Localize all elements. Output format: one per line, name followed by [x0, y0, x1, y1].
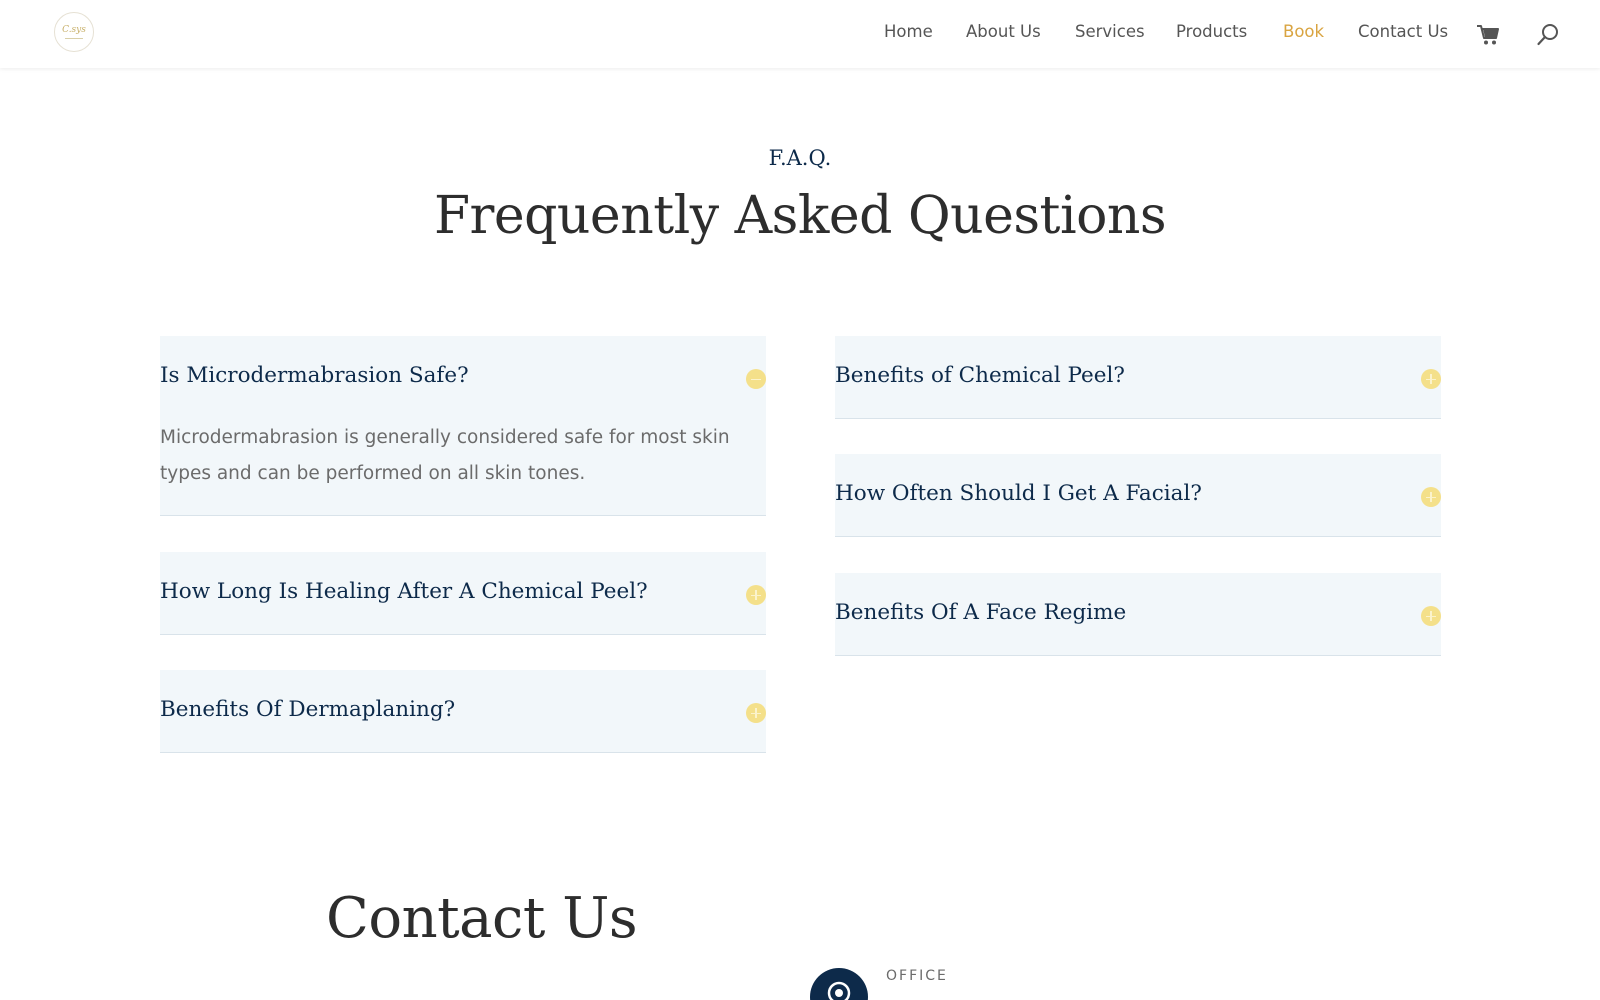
- faq-item-microdermabrasion: [160, 336, 766, 516]
- faq-item-dermaplaning: [160, 670, 766, 753]
- location-pin-icon: [810, 968, 868, 1000]
- plus-circle-icon[interactable]: [746, 703, 766, 723]
- plus-circle-icon[interactable]: [1421, 369, 1441, 389]
- nav-about-us[interactable]: About Us: [966, 22, 1041, 41]
- plus-circle-icon[interactable]: [746, 585, 766, 605]
- minus-circle-icon[interactable]: [746, 369, 766, 389]
- faq-toggle-header[interactable]: [160, 552, 766, 636]
- faq-toggle-header[interactable]: [835, 454, 1441, 538]
- faq-toggle-header[interactable]: [835, 336, 1441, 420]
- plus-circle-icon[interactable]: [1421, 487, 1441, 507]
- faq-answer: Microdermabrasion is generally considered safe for most skin types and can be performed on all skin tones.: [160, 427, 730, 484]
- office-label: OFFICE: [886, 968, 948, 984]
- faq-question: Is Microdermabrasion Safe?: [160, 363, 469, 388]
- faq-eyebrow: F.A.Q.: [768, 146, 832, 170]
- faq-title: Frequently Asked Questions: [433, 186, 1167, 246]
- nav-products[interactable]: Products: [1176, 22, 1248, 41]
- nav-home[interactable]: Home: [884, 22, 933, 41]
- faq-item-chemical-peel-benefits: [835, 336, 1441, 419]
- nav-contact-us[interactable]: Contact Us: [1358, 22, 1449, 41]
- faq-question: Benefits of Chemical Peel?: [835, 363, 1125, 388]
- logo-text: C.sys: [62, 24, 86, 35]
- faq-toggle-header[interactable]: [160, 336, 766, 420]
- faq-item-face-regime: [835, 573, 1441, 656]
- nav-book[interactable]: Book: [1283, 22, 1325, 41]
- faq-item-facial-frequency: [835, 454, 1441, 537]
- faq-toggle-header[interactable]: [835, 573, 1441, 657]
- cart-icon[interactable]: [1476, 24, 1500, 46]
- faq-question: How Long Is Healing After A Chemical Peel?: [160, 579, 648, 604]
- site-header: [0, 0, 1600, 68]
- faq-item-chemical-peel-healing: [160, 552, 766, 635]
- faq-question: Benefits Of A Face Regime: [835, 600, 1127, 625]
- faq-toggle-header[interactable]: [160, 670, 766, 754]
- nav-services[interactable]: Services: [1075, 22, 1145, 41]
- main-nav: [0, 22, 1600, 46]
- contact-title: Contact Us: [326, 886, 638, 951]
- faq-question: Benefits Of Dermaplaning?: [160, 697, 456, 722]
- plus-circle-icon[interactable]: [1421, 606, 1441, 626]
- faq-question: How Often Should I Get A Facial?: [835, 481, 1202, 506]
- search-icon[interactable]: [1536, 23, 1560, 47]
